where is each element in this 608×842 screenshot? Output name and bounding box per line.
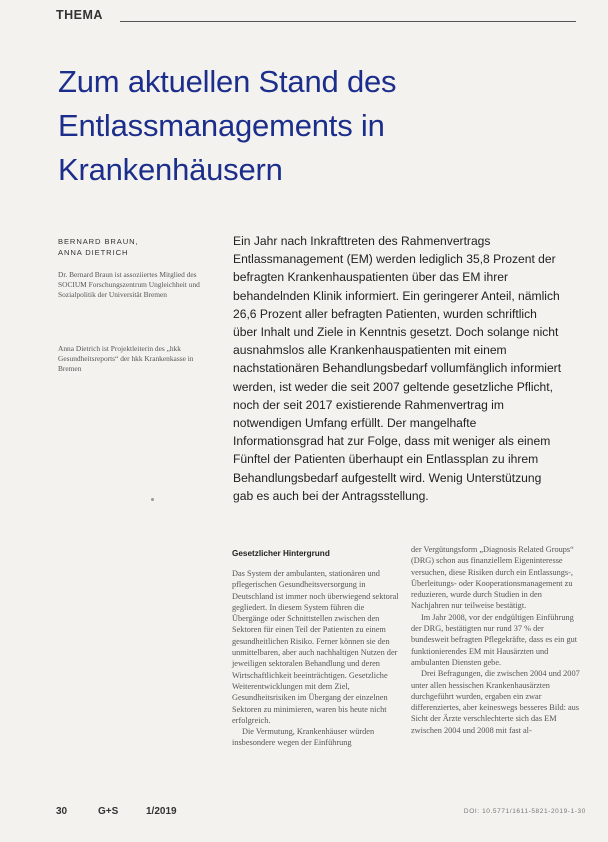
author-name: ANNA DIETRICH: [58, 248, 129, 257]
scan-dot: [151, 498, 154, 501]
section-rule: [120, 21, 576, 22]
page-number: 30: [56, 806, 68, 817]
doi-text: DOI: 10.5771/1611-5821-2019-1-30: [463, 808, 586, 815]
article-title: Zum aktuellen Stand des Entlassmanagements in Krankenhäusern: [58, 64, 397, 187]
body-paragraph: Die Vermutung, Krankenhäuser würden insbesondere wegen der Einführung: [232, 727, 375, 748]
magazine-name: G+S: [98, 806, 119, 817]
section-label: THEMA: [56, 8, 103, 22]
body-column-left: [232, 549, 402, 749]
author-block: [58, 236, 208, 258]
author-bio: Dr. Bernard Braun ist assoziiertes Mitglied des SOCIUM Forschungszentrum Ungleichheit und Sozialpolitik der Universität Bremen: [58, 270, 200, 299]
body-paragraph: Drei Befragungen, die zwischen 2004 und 2007 unter allen hessischen Krankenhausärzten durchgeführt wurden, ergaben ein zwar differenziertes, aber keineswegs besseres Bild: aus Sicht der Ärzte verschlechterte sich das EM zwischen 2004 und 2008 mit fast al-: [411, 669, 580, 735]
subheading: Gesetzlicher Hintergrund: [232, 549, 330, 558]
author-bio: Anna Dietrich ist Projektleiterin des „hkk Gesundheitsreports“ der hkk Krankenkasse in Bremen: [58, 344, 194, 373]
body-paragraph: Das System der ambulanten, stationären und pflegerischen Gesundheitsversorgung in Deutschland ist immer noch überwiegend sektoral gegliedert. In diesem System führen die Übergänge oder Schnittstellen zwischen den Sektoren für einen Teil der Patienten zu einem gesundheitlichen Risiko. Ferner können sie den unmittelbaren, aber auch nachhaltigen Nutzen der jeweiligen sektoralen Behandlung und deren Wirtschaftlichkeit beeinträchtigen. Gesetzliche Weiterentwicklungen mit dem Ziel, Gesundheitsrisiken im Übergang der einzelnen Sektoren zu minimieren, waren bis heute nicht erfolgreich.: [232, 569, 399, 725]
body-paragraph: Im Jahr 2008, vor der endgültigen Einführung der DRG, bestätigten nur rund 37 % der bundesweit befragten Pflegekräfte, dass es ein gut funktionierendes EM mit Hausärzten und ambulanten Diensten gebe.: [411, 612, 578, 667]
lead-paragraph: Ein Jahr nach Inkrafttreten des Rahmenvertrags Entlassmanagement (EM) werden lediglich 35,8 Prozent der befragten Krankenhauspatienten über das EM ihrer behandelnden Klinik informiert. Ein geringerer Anteil, nämlich 26,6 Prozent aller befragten Patienten, wurden schriftlich über Inhalt und Ziele in Kenntnis gesetzt. Doch solange nicht ausnahmslos alle Krankenhauspatienten mit einem nachstationären Behandlungsbedarf vollumfänglich informiert werden, ist weder die seit 2007 geltende gesetzliche Pflicht, noch der seit 2017 existierende Rahmenvertrag im notwendigen Umfang erfüllt. Der mangelhafte Informationsgrad hat zur Folge, dass mit weniger als einem Fünftel der Patienten überhaupt ein Entlassplan zu ihrem Behandlungsbedarf aufgestellt wird. Wenig Unterstützung gab es auch bei der Antragsstellung.: [233, 234, 562, 503]
page-footer: [56, 806, 586, 826]
body-column-right: [411, 544, 581, 736]
body-paragraph: der Vergütungsform „Diagnosis Related Groups“ (DRG) schon aus finanziellem Eigeninteresse versuchen, diese Risiken durch ein Entlassungs-, Überleitungs- oder Kooperationsmanagement zu reduzieren, wurde durch Studien in den Nachjahren nur teilweise bestätigt.: [411, 545, 574, 611]
issue-number: 1/2019: [146, 806, 177, 817]
section-header: [56, 8, 576, 30]
author-name: BERNARD BRAUN,: [58, 237, 139, 246]
